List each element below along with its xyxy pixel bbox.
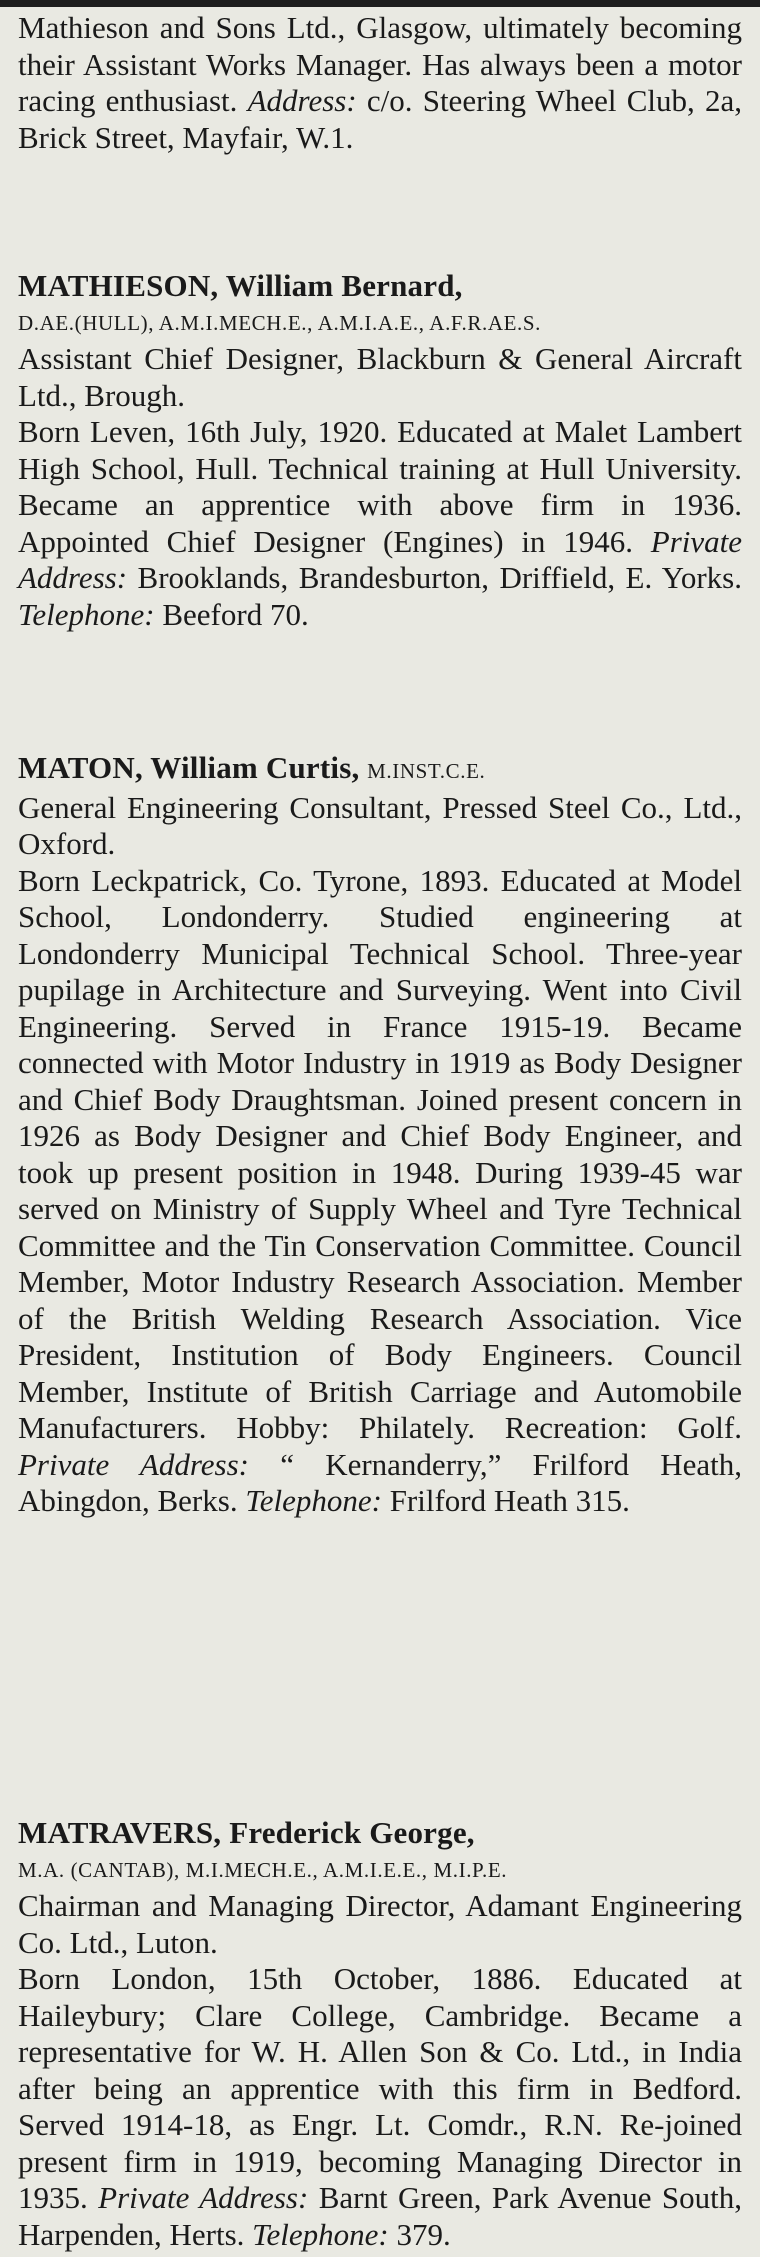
address-label: Address: bbox=[247, 83, 357, 118]
telephone-label: Telephone: bbox=[18, 596, 155, 632]
telephone-text: Beeford 70. bbox=[154, 596, 309, 632]
entry-qualifications: M.A. (CANTAB), M.I.MECH.E., A.M.I.E.E., M.I.P.E. bbox=[18, 1857, 508, 1882]
entry-qualifications: M.INST.C.E. bbox=[367, 759, 486, 783]
address-label: Private Address: bbox=[18, 1446, 249, 1482]
entry-mathieson bbox=[18, 268, 742, 633]
entry-matravers bbox=[18, 1815, 742, 2253]
entry-bio: Born Leckpatrick, Co. Tyrone, 1893. Educated at Model School, Londonderry. Studied engineering at Londonderry Municipal Technical School. Three-year pupilage in Architecture and Surveying. Went into Civil Engineering. Served in France 1915-19. Became connected with Motor Industry in 1919 as Body Designer and Chief Body Draughtsman. Joined present concern in 1926 as Body Designer and Chief Body Engineer, and took up present position in 1948. During 1939-45 war served on Ministry of Supply Wheel and Tyre Technical Committee and the Tin Conservation Committee. Council Member, Motor Industry Research Association. Member of the British Welding Research Association. Vice President, Institution of Body Engineers. Council Member, Institute of British Carriage and Automobile Manufacturers. Hobby: Philately. Recreation: Golf. Private Address: “ Kernanderry,” Frilford Heath, Abingdon, Berks. Telephone: Frilford Heath 315. bbox=[18, 862, 742, 1518]
telephone-text: Frilford Heath 315. bbox=[381, 1483, 630, 1518]
entry-position: General Engineering Consultant, Pressed Steel Co., Ltd., Oxford. bbox=[18, 789, 742, 861]
entry-name: MATON, William Curtis, bbox=[18, 750, 360, 785]
entry-position: Chairman and Managing Director, Adamant Engineering Co. Ltd., Luton. bbox=[18, 1888, 742, 1960]
entry-bio: Mathieson and Sons Ltd., Glasgow, ultimately becoming their Assistant Works Manager. Has always been a motor racing enthusiast. Address: c/o. Steering Wheel Club, 2a, Brick Street, Mayfair, W.1. bbox=[18, 10, 742, 155]
entry-qualifications: D.AE.(HULL), A.M.I.MECH.E., A.M.I.A.E., A.F.R.AE.S. bbox=[18, 310, 542, 335]
entry-position: Assistant Chief Designer, Blackburn & General Aircraft Ltd., Brough. bbox=[18, 341, 742, 413]
telephone-text: 379. bbox=[388, 2216, 451, 2252]
telephone-label: Telephone: bbox=[252, 2216, 389, 2252]
address-text: c/o. Steering Wheel Club, 2a, Brick Street, Mayfair, W.1. bbox=[18, 83, 742, 155]
entry-maton bbox=[18, 750, 742, 1520]
address-text: Brooklands, Brandesburton, Driffield, E. Yorks. bbox=[127, 560, 742, 595]
entry-name: MATRAVERS, Frederick George, bbox=[18, 1815, 475, 1850]
entry-heading bbox=[18, 750, 742, 790]
address-text: Barnt Green, Park Avenue South, Harpenden, Herts. bbox=[18, 2180, 742, 2252]
telephone-label: Telephone: bbox=[245, 1483, 382, 1518]
entry-continuation bbox=[18, 10, 742, 156]
entry-bio: Born Leven, 16th July, 1920. Educated at Malet Lambert High School, Hull. Technical training at Hull University. Became an apprentice with above firm in 1936. Appointed Chief Designer (Engines) in 1946. Private Address: Brooklands, Brandesburton, Driffield, E. Yorks. Telephone: Beeford 70. bbox=[18, 414, 743, 632]
address-label: Private Address: bbox=[98, 2180, 309, 2215]
entry-bio: Born London, 15th October, 1886. Educated at Haileybury; Clare College, Cambridge. Became a representative for W. H. Allen Son & Co. Ltd., in India after being an apprentice with this firm in Bedford. Served 1914-18, as Engr. Lt. Comdr., R.N. Re-joined present firm in 1919, becoming Managing Director in 1935. Private Address: Barnt Green, Park Avenue South, Harpenden, Herts. Telephone: 379. bbox=[18, 1961, 742, 2252]
address-text: “ Kernanderry,” Frilford Heath, Abingdon, Berks. bbox=[18, 1446, 742, 1518]
address-label: Private Address: bbox=[18, 523, 743, 595]
entry-name: MATHIESON, William Bernard, bbox=[18, 268, 463, 303]
